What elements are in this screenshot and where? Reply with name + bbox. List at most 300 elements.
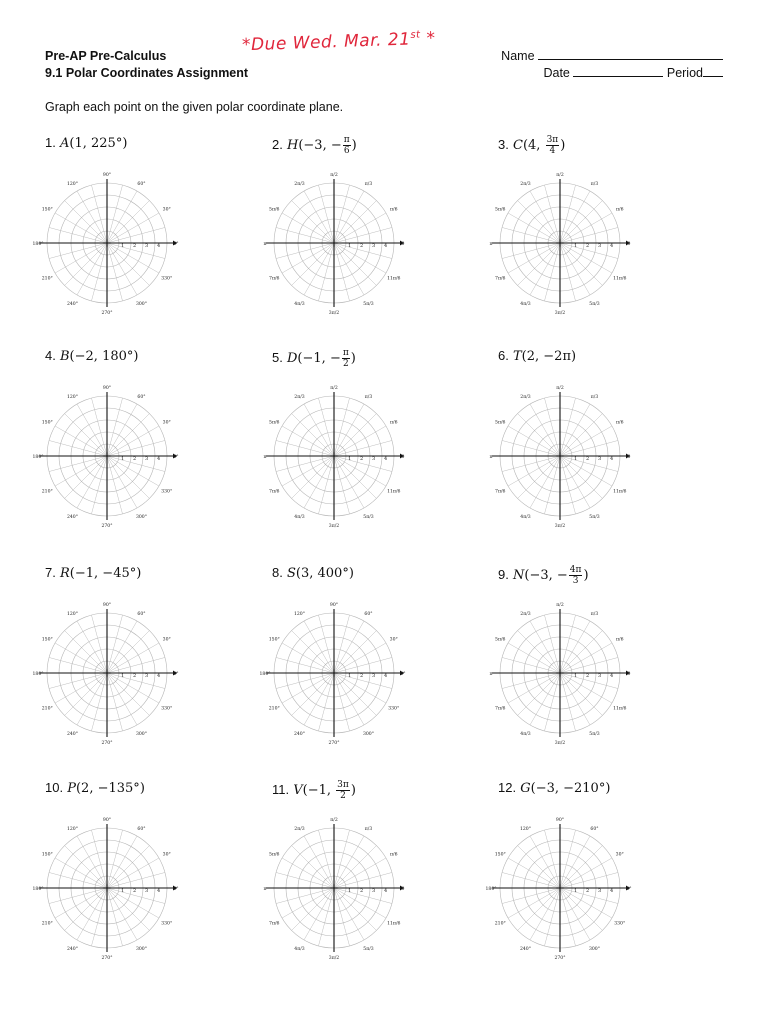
polar-ray: [560, 673, 576, 731]
polar-ray: [292, 201, 334, 243]
polar-ray: [91, 185, 107, 243]
polar-ray: [292, 456, 334, 498]
angle-label: π/2: [330, 818, 338, 823]
angle-label: 120°: [66, 827, 79, 833]
angle-label: 7π/6: [269, 276, 280, 282]
assignment-title: 9.1 Polar Coordinates Assignment: [45, 66, 249, 80]
radial-tick-label: 4: [157, 673, 161, 679]
polar-ray: [518, 201, 560, 243]
angle-label: 0°: [173, 242, 179, 247]
polar-ray: [508, 673, 560, 703]
angle-label: 7π/6: [495, 489, 506, 495]
polar-ray: [560, 643, 612, 673]
angle-label: 3π/2: [554, 311, 566, 316]
radial-tick-label: 4: [384, 456, 388, 462]
angle-label: 120°: [66, 182, 79, 188]
date-blank[interactable]: [573, 65, 663, 77]
polar-ray: [276, 456, 334, 472]
polar-ray: [282, 243, 334, 273]
polar-ray: [334, 888, 376, 930]
polar-ray: [65, 846, 107, 888]
problem-label: 12. G(−3, −210°): [498, 780, 611, 796]
polar-ray: [304, 673, 334, 725]
angle-label: 0°: [173, 887, 179, 892]
angle-label: 4π/3: [520, 731, 531, 737]
polar-grid[interactable]: [485, 810, 688, 980]
period-blank[interactable]: [703, 65, 723, 77]
radial-tick-label: 4: [610, 456, 614, 462]
polar-ray: [544, 673, 560, 731]
angle-label: 7π/6: [269, 489, 280, 495]
radial-tick-label: 3: [598, 456, 602, 462]
angle-label: π/2: [330, 173, 338, 178]
polar-ray: [65, 243, 107, 285]
polar-grid[interactable]: [32, 165, 235, 335]
problem-3: [489, 135, 728, 345]
angle-label: 5π/3: [589, 301, 600, 307]
polar-ray: [318, 398, 334, 456]
angle-label: 180°: [485, 887, 497, 892]
angle-label: 0°: [400, 672, 406, 677]
polar-ray: [334, 830, 350, 888]
polar-ray: [91, 243, 107, 301]
angle-label: 270°: [328, 741, 340, 746]
angle-label: 0°: [173, 672, 179, 677]
polar-ray: [107, 213, 159, 243]
angle-label: 180°: [32, 242, 44, 247]
angle-label: 150°: [494, 852, 506, 858]
polar-ray: [334, 456, 350, 514]
angle-label: 120°: [293, 612, 306, 618]
polar-ray: [282, 673, 334, 703]
angle-label: 240°: [66, 946, 79, 952]
angle-label: π: [263, 887, 267, 892]
angle-label: 270°: [101, 311, 113, 316]
polar-ray: [55, 213, 107, 243]
radial-tick-label: 4: [384, 673, 388, 679]
polar-ray: [304, 836, 334, 888]
angle-label: 5π/6: [495, 207, 506, 213]
angle-label: π/3: [590, 182, 599, 188]
radial-tick-label: 3: [145, 456, 149, 462]
polar-ray: [334, 858, 386, 888]
problem-label: 6. T(2, −2π): [498, 348, 577, 364]
polar-ray: [49, 657, 107, 673]
radial-tick-label: 1: [348, 888, 352, 894]
polar-ray: [65, 456, 107, 498]
polar-ray: [55, 456, 107, 486]
polar-ray: [77, 888, 107, 940]
polar-ray: [276, 657, 334, 673]
polar-ray: [304, 621, 334, 673]
problem-9: [489, 565, 728, 775]
polar-ray: [49, 456, 107, 472]
angle-label: 210°: [494, 921, 506, 927]
radial-tick-label: 2: [586, 673, 590, 679]
radial-tick-label: 1: [121, 243, 125, 249]
angle-label: 11π/6: [387, 489, 401, 495]
polar-ray: [55, 888, 107, 918]
polar-ray: [65, 414, 107, 456]
angle-label: 5π/6: [269, 852, 280, 858]
polar-ray: [502, 872, 560, 888]
angle-label: 240°: [66, 731, 79, 737]
angle-label: 4π/3: [294, 301, 305, 307]
polar-ray: [91, 673, 107, 731]
angle-label: π/3: [590, 612, 599, 618]
polar-ray: [107, 440, 165, 456]
polar-ray: [107, 398, 123, 456]
header-right: [501, 48, 723, 82]
polar-ray: [276, 440, 334, 456]
polar-ray: [276, 673, 334, 689]
angle-label: π/2: [556, 603, 564, 608]
polar-ray: [502, 657, 560, 673]
polar-ray: [107, 888, 123, 946]
polar-ray: [530, 621, 560, 673]
polar-ray: [502, 440, 560, 456]
polar-ray: [334, 673, 376, 715]
angle-label: π/6: [616, 207, 624, 213]
problem-label: 7. R(−1, −45°): [45, 565, 142, 581]
angle-label: 210°: [41, 706, 53, 712]
polar-ray: [55, 243, 107, 273]
angle-label: 5π/6: [269, 207, 280, 213]
name-line: Name: [501, 48, 723, 65]
angle-label: 5π/6: [495, 637, 506, 643]
angle-label: π/6: [616, 637, 624, 643]
polar-ray: [107, 673, 123, 731]
polar-ray: [107, 631, 149, 673]
polar-ray: [334, 398, 350, 456]
angle-label: 240°: [519, 946, 532, 952]
polar-ray: [282, 213, 334, 243]
polar-grid[interactable]: [489, 378, 688, 548]
polar-ray: [334, 426, 386, 456]
polar-ray: [560, 456, 602, 498]
radial-tick-label: 1: [121, 888, 125, 894]
problem-7: [32, 565, 275, 775]
polar-ray: [560, 398, 576, 456]
polar-ray: [334, 846, 376, 888]
polar-ray: [560, 888, 602, 930]
polar-ray: [508, 858, 560, 888]
problem-label: 5. D(−1, − $\frac{\pi}{2}$ ): [272, 348, 356, 369]
angle-label: π/3: [364, 395, 373, 401]
angle-label: 180°: [32, 887, 44, 892]
polar-ray: [334, 456, 376, 498]
polar-ray: [292, 414, 334, 456]
problem-8: [259, 565, 502, 775]
polar-grid[interactable]: [32, 595, 235, 765]
polar-ray: [318, 615, 334, 673]
polar-ray: [77, 673, 107, 725]
polar-ray: [282, 456, 334, 486]
radial-tick-label: 4: [384, 888, 388, 894]
polar-ray: [334, 621, 364, 673]
angle-label: 0: [401, 455, 405, 460]
radial-tick-label: 4: [610, 673, 614, 679]
polar-grid[interactable]: [263, 378, 462, 548]
angle-label: 300°: [135, 514, 148, 520]
angle-label: 0°: [173, 455, 179, 460]
angle-label: 210°: [41, 489, 53, 495]
polar-ray: [502, 227, 560, 243]
polar-ray: [107, 426, 159, 456]
radial-tick-label: 2: [360, 243, 364, 249]
polar-ray: [91, 456, 107, 514]
polar-grid[interactable]: [263, 165, 462, 335]
polar-ray: [560, 456, 576, 514]
polar-ray: [318, 456, 334, 514]
angle-label: π: [489, 672, 493, 677]
polar-ray: [560, 456, 590, 508]
angle-label: 60°: [137, 612, 146, 618]
polar-ray: [107, 888, 149, 930]
angle-label: 5π/6: [495, 420, 506, 426]
polar-ray: [91, 830, 107, 888]
polar-ray: [502, 673, 560, 689]
angle-label: 11π/6: [387, 921, 401, 927]
polar-ray: [560, 631, 602, 673]
polar-ray: [107, 243, 149, 285]
radial-tick-label: 3: [145, 243, 149, 249]
problem-11: [263, 780, 502, 990]
polar-ray: [544, 456, 560, 514]
angle-label: 330°: [388, 706, 400, 712]
polar-ray: [560, 227, 618, 243]
polar-ray: [334, 414, 376, 456]
angle-label: 2π/3: [520, 395, 531, 401]
radial-tick-label: 2: [360, 673, 364, 679]
angle-label: π/3: [364, 182, 373, 188]
polar-ray: [292, 673, 334, 715]
radial-tick-label: 4: [157, 456, 161, 462]
polar-ray: [508, 456, 560, 486]
polar-ray: [530, 673, 560, 725]
problem-label: 4. B(−2, 180°): [45, 348, 139, 364]
angle-label: 2π/3: [520, 612, 531, 618]
polar-ray: [107, 227, 165, 243]
polar-ray: [530, 456, 560, 508]
polar-ray: [282, 888, 334, 918]
angle-label: 3π/2: [328, 311, 340, 316]
polar-ray: [334, 888, 350, 946]
radial-tick-label: 4: [610, 243, 614, 249]
polar-ray: [65, 631, 107, 673]
polar-ray: [49, 227, 107, 243]
radial-tick-label: 4: [610, 888, 614, 894]
angle-label: π/6: [616, 420, 624, 426]
polar-ray: [334, 657, 392, 673]
angle-label: 300°: [135, 946, 148, 952]
problem-label: 1. A(1, 225°): [45, 135, 128, 151]
polar-grid[interactable]: [32, 378, 235, 548]
polar-ray: [518, 846, 560, 888]
radial-tick-label: 1: [574, 673, 578, 679]
polar-ray: [560, 426, 612, 456]
polar-ray: [107, 191, 137, 243]
polar-grid[interactable]: [489, 165, 688, 335]
polar-ray: [276, 227, 334, 243]
angle-label: 150°: [41, 852, 53, 858]
angle-label: 120°: [66, 612, 79, 618]
polar-ray: [334, 673, 350, 731]
polar-grid[interactable]: [489, 595, 688, 765]
angle-label: 4π/3: [294, 946, 305, 952]
polar-ray: [55, 426, 107, 456]
name-blank[interactable]: [538, 48, 723, 60]
polar-ray: [107, 243, 137, 295]
polar-ray: [334, 673, 364, 725]
angle-label: 30°: [389, 637, 398, 643]
polar-ray: [508, 213, 560, 243]
polar-ray: [107, 872, 165, 888]
polar-ray: [560, 846, 602, 888]
polar-ray: [334, 227, 392, 243]
angle-label: 5π/3: [589, 731, 600, 737]
angle-label: 5π/3: [589, 514, 600, 520]
polar-ray: [560, 213, 612, 243]
polar-ray: [334, 440, 392, 456]
polar-ray: [560, 858, 612, 888]
angle-label: 30°: [162, 637, 171, 643]
angle-label: 210°: [41, 276, 53, 282]
polar-ray: [292, 243, 334, 285]
polar-ray: [560, 673, 602, 715]
polar-ray: [107, 673, 149, 715]
polar-ray: [544, 243, 560, 301]
polar-ray: [276, 888, 334, 904]
polar-ray: [334, 404, 364, 456]
polar-ray: [91, 615, 107, 673]
angle-label: π: [489, 455, 493, 460]
radial-tick-label: 2: [133, 456, 137, 462]
polar-ray: [334, 836, 364, 888]
angle-label: 60°: [590, 827, 599, 833]
polar-ray: [544, 888, 560, 946]
polar-ray: [508, 426, 560, 456]
angle-label: 300°: [362, 731, 375, 737]
angle-label: π/3: [590, 395, 599, 401]
angle-label: π: [263, 242, 267, 247]
polar-ray: [560, 201, 602, 243]
angle-label: 150°: [268, 637, 280, 643]
radial-tick-label: 3: [372, 673, 376, 679]
polar-ray: [77, 836, 107, 888]
problem-label: 3. C(4, $\frac{3\pi}{4}$ ): [498, 135, 566, 156]
polar-ray: [530, 191, 560, 243]
polar-grid[interactable]: [259, 595, 462, 765]
angle-label: 0: [401, 242, 405, 247]
angle-label: 120°: [66, 395, 79, 401]
polar-ray: [502, 888, 560, 904]
problem-5: [263, 348, 502, 558]
polar-ray: [65, 888, 107, 930]
polar-ray: [560, 888, 590, 940]
angle-label: 300°: [135, 301, 148, 307]
polar-ray: [292, 888, 334, 930]
radial-tick-label: 4: [157, 243, 161, 249]
polar-ray: [544, 185, 560, 243]
angle-label: 180°: [32, 455, 44, 460]
polar-grid[interactable]: [32, 810, 235, 980]
polar-ray: [107, 456, 123, 514]
polar-ray: [544, 830, 560, 888]
due-date-handwritten-note: *Due Wed. Mar. 21st *: [241, 28, 436, 56]
polar-ray: [304, 404, 334, 456]
polar-ray: [318, 673, 334, 731]
radial-tick-label: 2: [586, 456, 590, 462]
radial-tick-label: 3: [598, 888, 602, 894]
angle-label: 0: [401, 887, 405, 892]
polar-ray: [107, 673, 137, 725]
radial-tick-label: 2: [133, 888, 137, 894]
angle-label: 150°: [41, 637, 53, 643]
instructions: Graph each point on the given polar coordinate plane.: [45, 100, 344, 114]
problem-6: [489, 348, 728, 558]
polar-ray: [560, 404, 590, 456]
problem-10: [32, 780, 275, 990]
angle-label: 90°: [329, 603, 339, 608]
problem-label: 2. H(−3, − $\frac{\pi}{6}$ ): [272, 135, 357, 156]
polar-ray: [276, 243, 334, 259]
polar-ray: [518, 631, 560, 673]
angle-label: 11π/6: [613, 706, 627, 712]
polar-ray: [560, 243, 590, 295]
angle-label: 330°: [161, 921, 173, 927]
angle-label: π/2: [556, 386, 564, 391]
polar-ray: [49, 872, 107, 888]
angle-label: 30°: [162, 420, 171, 426]
angle-label: 210°: [268, 706, 280, 712]
angle-label: 330°: [614, 921, 626, 927]
polar-ray: [282, 643, 334, 673]
polar-grid[interactable]: [263, 810, 462, 980]
polar-ray: [560, 414, 602, 456]
angle-label: 60°: [137, 395, 146, 401]
radial-tick-label: 3: [372, 456, 376, 462]
polar-ray: [107, 657, 165, 673]
polar-ray: [292, 846, 334, 888]
polar-ray: [49, 440, 107, 456]
angle-label: 120°: [519, 827, 532, 833]
radial-tick-label: 1: [348, 243, 352, 249]
radial-tick-label: 3: [372, 888, 376, 894]
angle-label: 150°: [41, 420, 53, 426]
radial-tick-label: 2: [586, 888, 590, 894]
polar-ray: [518, 243, 560, 285]
polar-ray: [560, 888, 576, 946]
polar-ray: [560, 830, 576, 888]
angle-label: 90°: [555, 818, 565, 823]
polar-ray: [334, 185, 350, 243]
angle-label: 330°: [161, 276, 173, 282]
angle-label: 11π/6: [387, 276, 401, 282]
polar-ray: [65, 201, 107, 243]
polar-ray: [77, 243, 107, 295]
date-period-line: Date Period: [501, 65, 723, 82]
polar-ray: [560, 191, 590, 243]
angle-label: 2π/3: [294, 182, 305, 188]
angle-label: 30°: [162, 207, 171, 213]
angle-label: 30°: [162, 852, 171, 858]
polar-ray: [560, 615, 576, 673]
angle-label: π/6: [390, 420, 398, 426]
polar-ray: [334, 243, 376, 285]
polar-ray: [107, 414, 149, 456]
polar-ray: [107, 201, 149, 243]
